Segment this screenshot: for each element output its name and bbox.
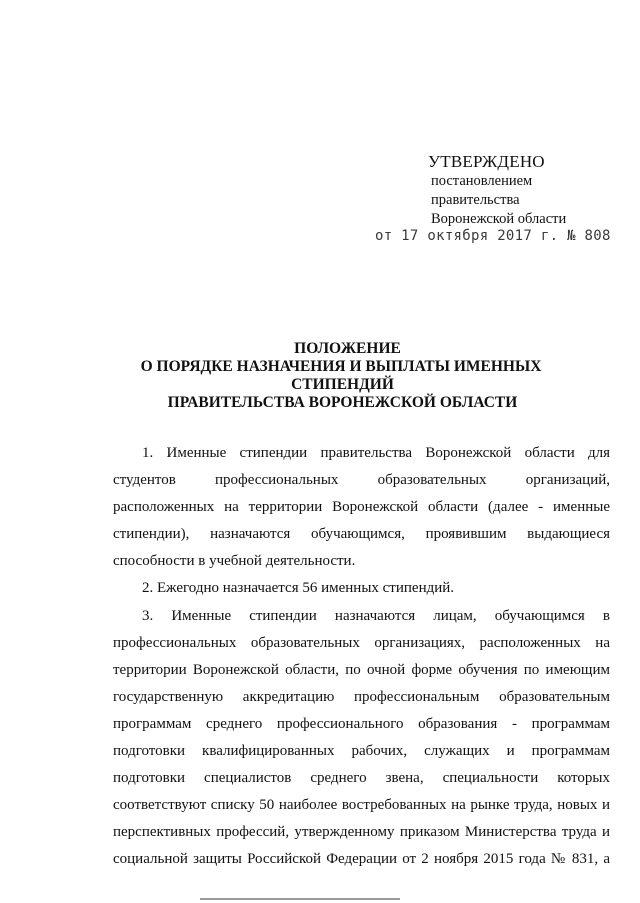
body-line: профессиональных образовательных организациях, расположенных на [113,635,610,651]
body-line: 3. Именные стипендии назначаются лицам, обучающимся в [142,608,610,624]
body-line: подготовки специалистов среднего звена, специальности которых [113,770,610,786]
approval-line-1: постановлением [431,173,533,189]
approval-line-3: Воронежской области [431,211,567,227]
approval-block [428,152,628,229]
body-line: социальной защиты Российской Федерации от 2 ноября 2015 года № 831, а [113,851,610,867]
body-line: подготовки квалифицированных рабочих, служащих и программам [113,743,610,759]
body-line: расположенных на территории Воронежской области (далее - именные [113,499,610,515]
body-line: стипендии), назначаются обучающимся, проявившим выдающиеся [113,526,610,542]
title-line-2: О ПОРЯДКЕ НАЗНАЧЕНИЯ И ВЫПЛАТЫ ИМЕННЫХ [140,358,542,375]
body-line: государственную аккредитацию профессиональным образовательным [113,689,610,705]
body-line: соответствуют списку 50 наиболее востребованных на рынке труда, новых и [113,797,610,813]
body-line: способности в учебной деятельности. [113,553,356,569]
body-line: студентов профессиональных образовательных организаций, [113,472,610,488]
title-line-4: ПРАВИТЕЛЬСТВА ВОРОНЕЖСКОЙ ОБЛАСТИ [167,394,518,411]
title-line-3: СТИПЕНДИЙ [291,376,394,393]
body-line: территории Воронежской области, по очной форме обучения по имеющим [113,662,610,678]
scan-edge-line [200,898,400,900]
approval-heading: УТВЕРЖДЕНО [428,152,545,171]
title-line-1: ПОЛОЖЕНИЕ [294,340,401,357]
document-title [0,340,640,412]
date-number-stamp: от 17 октября 2017 г. № 808 [375,228,611,244]
body-line: 2. Ежегодно назначается 56 именных стипендий. [142,580,455,596]
approval-line-2: правительства [431,192,520,208]
body-line: перспективных профессий, утвержденному приказом Министерства труда и [113,824,610,840]
body-line: 1. Именные стипендии правительства Воронежской области для [142,445,610,461]
body-line: программам среднего профессионального образования - программам [113,716,610,732]
